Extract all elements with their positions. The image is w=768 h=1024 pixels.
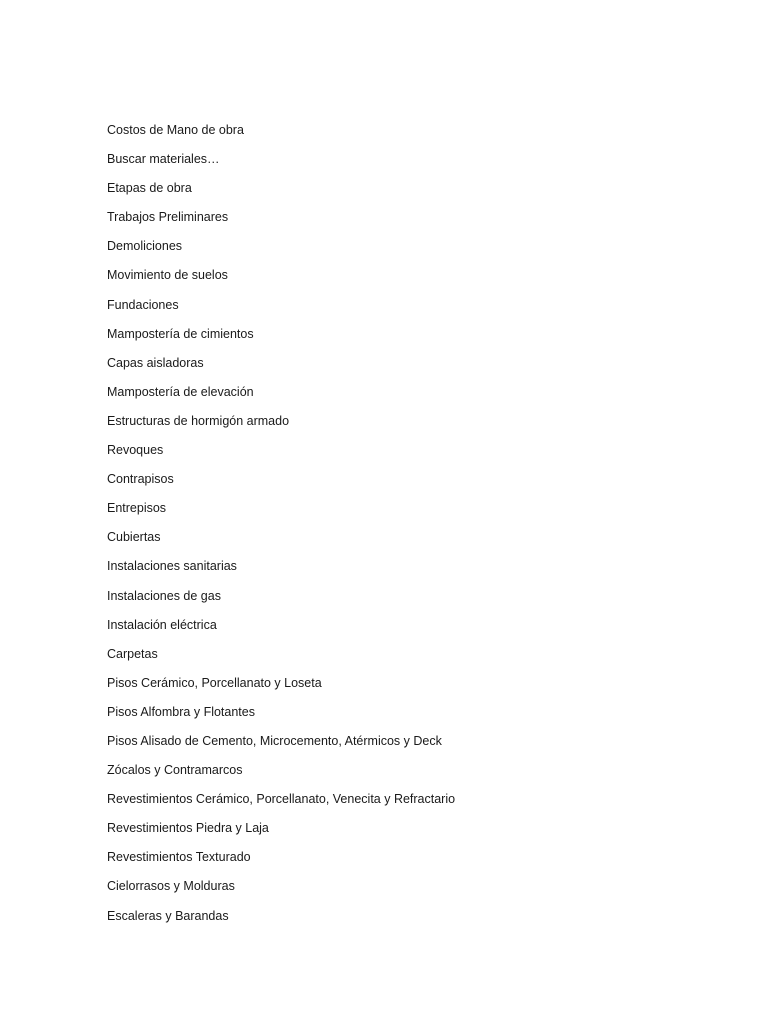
- list-item-movimiento-de-suelos[interactable]: Movimiento de suelos: [107, 268, 228, 283]
- list-item-pisos-alfombra[interactable]: Pisos Alfombra y Flotantes: [107, 704, 255, 719]
- list-item-revestimientos-texturado[interactable]: Revestimientos Texturado: [107, 850, 251, 865]
- list-item-entrepisos[interactable]: Entrepisos: [107, 501, 167, 516]
- list-item-zocalos[interactable]: Zócalos y Contramarcos: [107, 763, 243, 778]
- list-item-etapas-de-obra[interactable]: Etapas de obra: [107, 181, 192, 196]
- list-item-revestimientos-piedra[interactable]: Revestimientos Piedra y Laja: [107, 821, 269, 836]
- list-item-carpetas[interactable]: Carpetas: [107, 646, 158, 661]
- list-item-estructuras-hormigon-armado[interactable]: Estructuras de hormigón armado: [107, 413, 290, 428]
- list-item-instalacion-electrica[interactable]: Instalación eléctrica: [107, 617, 217, 632]
- list-item-pisos-alisado[interactable]: Pisos Alisado de Cemento, Microcemento, Atérmicos y Deck: [107, 733, 442, 748]
- list-item-mamposteria-de-cimientos[interactable]: Mampostería de cimientos: [107, 326, 254, 341]
- list-item-trabajos-preliminares[interactable]: Trabajos Preliminares: [107, 210, 229, 225]
- list-item-demoliciones[interactable]: Demoliciones: [107, 239, 183, 254]
- list-item-buscar-materiales[interactable]: Buscar materiales…: [107, 152, 220, 167]
- list-item-cubiertas[interactable]: Cubiertas: [107, 530, 161, 545]
- list-item-instalaciones-sanitarias[interactable]: Instalaciones sanitarias: [107, 559, 237, 574]
- list-item-costos-mano-de-obra[interactable]: Costos de Mano de obra: [107, 123, 244, 137]
- list-item-cielorrasos[interactable]: Cielorrasos y Molduras: [107, 879, 235, 894]
- list-item-pisos-ceramico[interactable]: Pisos Cerámico, Porcellanato y Loseta: [107, 675, 322, 690]
- list-item-escaleras[interactable]: Escaleras y Barandas: [107, 908, 229, 923]
- list-item-revoques[interactable]: Revoques: [107, 443, 164, 458]
- list-item-revestimientos-ceramico[interactable]: Revestimientos Cerámico, Porcellanato, Venecita y Refractario: [107, 792, 456, 807]
- list-item-mamposteria-de-elevacion[interactable]: Mampostería de elevación: [107, 384, 254, 399]
- menu-list: [107, 120, 455, 935]
- list-item-contrapisos[interactable]: Contrapisos: [107, 472, 174, 487]
- list-item-capas-aisladoras[interactable]: Capas aisladoras: [107, 355, 204, 370]
- list-item-instalaciones-de-gas[interactable]: Instalaciones de gas: [107, 588, 221, 603]
- list-item-fundaciones[interactable]: Fundaciones: [107, 297, 179, 312]
